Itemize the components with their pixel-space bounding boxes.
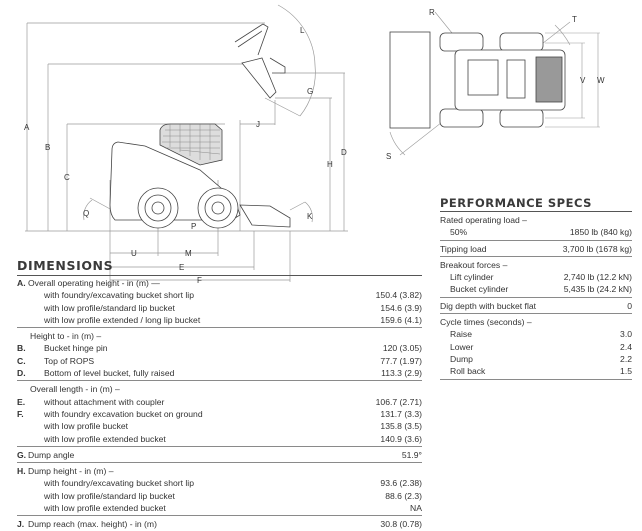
perf-group-breakout-forces: [440, 259, 632, 298]
row-label: Overall length - in (m) –: [30, 384, 120, 395]
row-label: with low profile extended / long lip bucket: [44, 314, 201, 325]
svg-text:R: R: [429, 8, 435, 17]
dimensions-title-rule: [17, 275, 422, 276]
svg-text:U: U: [131, 249, 137, 258]
svg-text:D: D: [341, 148, 347, 157]
table-row: [17, 367, 422, 379]
table-row: [17, 396, 422, 408]
svg-text:B: B: [45, 143, 51, 152]
svg-text:F: F: [197, 276, 202, 285]
row-value: 131.7 (3.3): [380, 408, 422, 419]
row-label: with foundry excavation bucket on ground: [44, 408, 203, 419]
table-row: [17, 302, 422, 314]
svg-text:Q: Q: [83, 209, 90, 218]
row-label: Height to - in (m) –: [30, 331, 102, 342]
table-row: [440, 316, 632, 328]
row-label: Cycle times (seconds) –: [440, 317, 532, 328]
row-letter: A.: [17, 278, 26, 288]
table-row: [440, 341, 632, 353]
table-row: [17, 477, 422, 489]
row-value: 2.2: [620, 353, 632, 364]
row-value: 3.0: [620, 329, 632, 340]
svg-text:H: H: [327, 160, 333, 169]
row-label: Overall operating height - in (m) —: [28, 278, 160, 288]
svg-text:C: C: [64, 173, 70, 182]
table-row: [17, 420, 422, 432]
table-row: [440, 214, 632, 226]
svg-text:M: M: [185, 249, 192, 258]
performance-specs-title: PERFORMANCE SPECS: [440, 196, 592, 210]
svg-text:J: J: [256, 120, 260, 129]
row-value: 88.6 (2.3): [385, 490, 422, 501]
row-label: Dump angle: [28, 449, 75, 460]
row-value: 140.9 (3.6): [380, 433, 422, 444]
row-label: Lower: [450, 341, 474, 352]
table-row: [17, 355, 422, 367]
performance-table: [440, 214, 632, 382]
dimensions-table: [17, 277, 422, 531]
dimensions-group-dump-height: [17, 465, 422, 516]
table-row: [17, 449, 422, 461]
dimensions-title: DIMENSIONS: [17, 258, 114, 273]
row-label: Roll back: [450, 366, 486, 377]
svg-text:W: W: [597, 76, 605, 85]
side-view-diagram: [0, 0, 360, 285]
row-value: 113.3 (2.9): [381, 368, 422, 379]
row-value: 154.6 (3.9): [380, 302, 422, 313]
svg-text:E: E: [179, 263, 185, 272]
table-row: [440, 365, 632, 377]
row-value: 30.8 (0.78): [380, 519, 422, 530]
row-label: Bucket cylinder: [450, 284, 509, 295]
row-value: 120 (3.05): [382, 343, 422, 354]
row-label: with low profile extended bucket: [44, 503, 166, 514]
row-value: 150.4 (3.82): [375, 290, 422, 301]
top-view-diagram: [370, 0, 642, 170]
table-row: [17, 408, 422, 420]
perf-group-dig-depth: [440, 300, 632, 314]
dimensions-group-height-to: [17, 330, 422, 381]
dimensions-group-dump-angle: [17, 449, 422, 463]
row-value: 5,435 lb (24.2 kN): [563, 284, 632, 295]
row-label: Dig depth with bucket flat: [440, 300, 537, 311]
table-row: [17, 277, 422, 289]
row-value: 2,740 lb (12.2 kN): [563, 272, 632, 283]
svg-text:V: V: [580, 76, 586, 85]
table-row: [17, 330, 422, 342]
dimensions-group-overall-height: [17, 277, 422, 328]
row-value: 2.4: [620, 341, 632, 352]
row-letter: G.: [17, 449, 27, 460]
svg-text:S: S: [386, 152, 392, 161]
row-label: Top of ROPS: [44, 355, 95, 366]
row-letter: D.: [17, 368, 26, 379]
svg-text:A: A: [24, 123, 30, 132]
table-row: [17, 289, 422, 301]
table-row: [440, 300, 632, 312]
row-letter: C.: [17, 355, 26, 366]
svg-text:P: P: [191, 222, 197, 231]
row-label: with foundry/excavating bucket short lip: [44, 478, 194, 489]
perf-group-tipping-load: [440, 243, 632, 257]
table-row: [440, 271, 632, 283]
table-row: [17, 465, 422, 477]
dimensions-group-dump-reach: [17, 518, 422, 530]
table-row: [440, 259, 632, 271]
svg-text:K: K: [307, 212, 313, 221]
table-row: [17, 518, 422, 530]
row-label: with low profile bucket: [44, 421, 129, 432]
row-value: 1.5: [620, 366, 632, 377]
row-label: Breakout forces –: [440, 259, 508, 270]
performance-title-rule: [440, 211, 632, 212]
row-label: Raise: [450, 329, 472, 340]
perf-group-cycle-times: [440, 316, 632, 379]
table-row: [440, 226, 632, 238]
row-label: Dump reach (max. height) - in (m): [28, 519, 157, 530]
row-letter: B.: [17, 343, 26, 354]
svg-text:L: L: [300, 26, 305, 35]
row-value: 77.7 (1.97): [380, 355, 422, 366]
row-value: 93.6 (2.38): [380, 478, 422, 489]
row-value: NA: [410, 503, 422, 514]
svg-text:T: T: [572, 15, 577, 24]
row-value: 0: [627, 300, 632, 311]
row-label: 50%: [450, 227, 468, 238]
dimensions-group-overall-length: [17, 383, 422, 446]
row-value: 159.6 (4.1): [380, 314, 422, 325]
row-value: 1850 lb (840 kg): [569, 227, 632, 238]
perf-group-rated-load: [440, 214, 632, 241]
row-label: Dump: [450, 353, 473, 364]
row-label: with low profile/standard lip bucket: [44, 302, 175, 313]
row-label: with foundry/excavating bucket short lip: [44, 290, 194, 301]
row-value: 51.9°: [401, 449, 422, 460]
row-label: Dump height - in (m) –: [28, 466, 114, 477]
row-label: Tipping load: [440, 243, 487, 254]
row-letter: E.: [17, 396, 26, 407]
row-label: Lift cylinder: [450, 272, 494, 283]
table-row: [17, 383, 422, 395]
row-value: 3,700 lb (1678 kg): [562, 243, 632, 254]
table-row: [17, 502, 422, 514]
table-row: [440, 283, 632, 295]
row-value: 135.8 (3.5): [380, 421, 422, 432]
table-row: [17, 433, 422, 445]
table-row: [440, 353, 632, 365]
row-value: 106.7 (2.71): [375, 396, 422, 407]
table-row: [440, 243, 632, 255]
table-row: [440, 328, 632, 340]
row-label: Rated operating load –: [440, 215, 527, 225]
table-row: [17, 342, 422, 354]
row-label: Bottom of level bucket, fully raised: [44, 368, 175, 379]
row-letter: F.: [17, 408, 24, 419]
table-row: [17, 490, 422, 502]
row-letter: J.: [17, 519, 25, 530]
row-letter: H.: [17, 466, 26, 477]
row-label: Bucket hinge pin: [44, 343, 108, 354]
row-label: without attachment with coupler: [44, 396, 165, 407]
table-row: [17, 314, 422, 326]
row-label: with low profile/standard lip bucket: [44, 490, 175, 501]
row-label: with low profile extended bucket: [44, 433, 166, 444]
svg-text:G: G: [307, 87, 314, 96]
